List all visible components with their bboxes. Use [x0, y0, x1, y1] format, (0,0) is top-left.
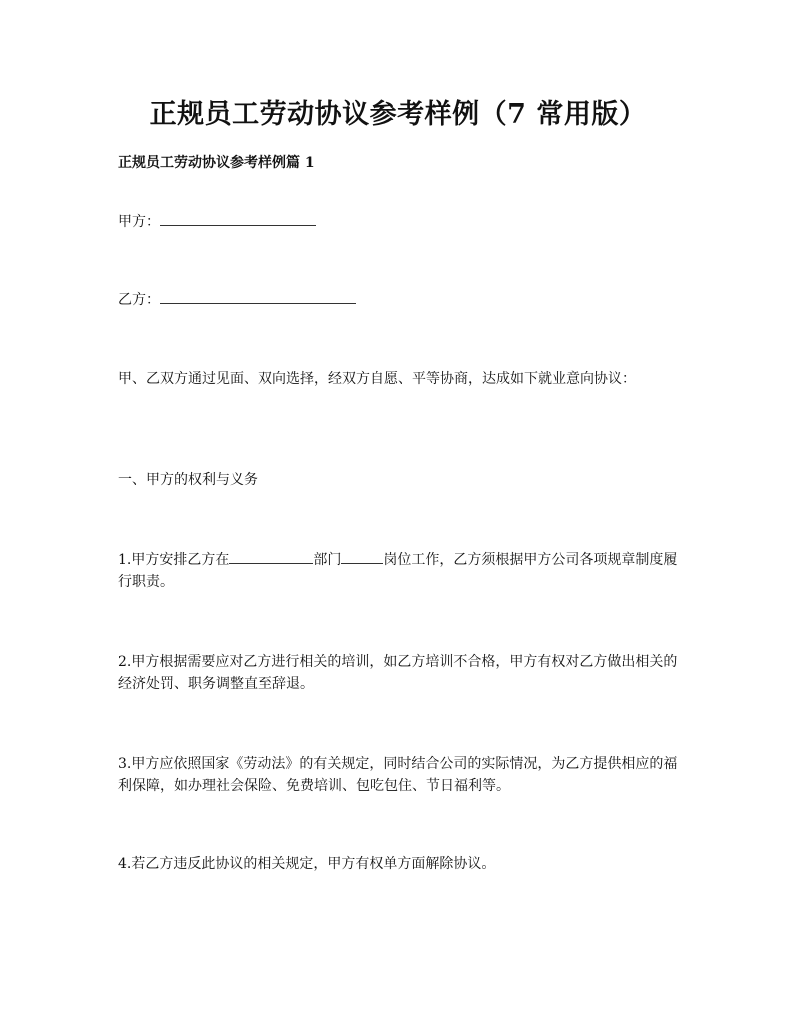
clause-1-part3: 岗位工作，乙方须根据甲方公司各项规章制度履行职责。 [118, 552, 678, 590]
party-b-label: 乙方： [118, 292, 160, 308]
section-subtitle: 正规员工劳动协议参考样例篇 1 [118, 155, 315, 171]
clause-1-part2: 部门 [313, 552, 342, 568]
clause-2: 2.甲方根据需要应对乙方进行相关的培训，如乙方培训不合格，甲方有权对乙方做出相关的经济处罚、职务调整直至辞退。 [118, 654, 678, 692]
party-b-blank [160, 288, 356, 304]
clause-4: 4.若乙方违反此协议的相关规定，甲方有权单方面解除协议。 [118, 856, 496, 872]
section1-heading: 一、甲方的权利与义务 [118, 472, 258, 488]
clause-3: 3.甲方应依照国家《劳动法》的有关规定，同时结合公司的实际情况，为乙方提供相应的福利保障，如办理社会保险、免费培训、包吃包住、节日福利等。 [118, 756, 678, 794]
position-blank [341, 548, 383, 564]
party-a-label: 甲方： [118, 214, 160, 230]
party-b-line [118, 288, 356, 311]
clause-1 [118, 548, 683, 593]
party-a-blank [160, 210, 316, 226]
department-blank [229, 548, 313, 564]
clause-1-part1: 1.甲方安排乙方在 [118, 552, 230, 568]
intro-paragraph: 甲、乙双方通过见面、双向选择，经双方自愿、平等协商，达成如下就业意向协议： [118, 371, 636, 387]
party-a-line [118, 210, 316, 233]
document-title: 正规员工劳动协议参考样例（7 常用版） [149, 99, 647, 130]
